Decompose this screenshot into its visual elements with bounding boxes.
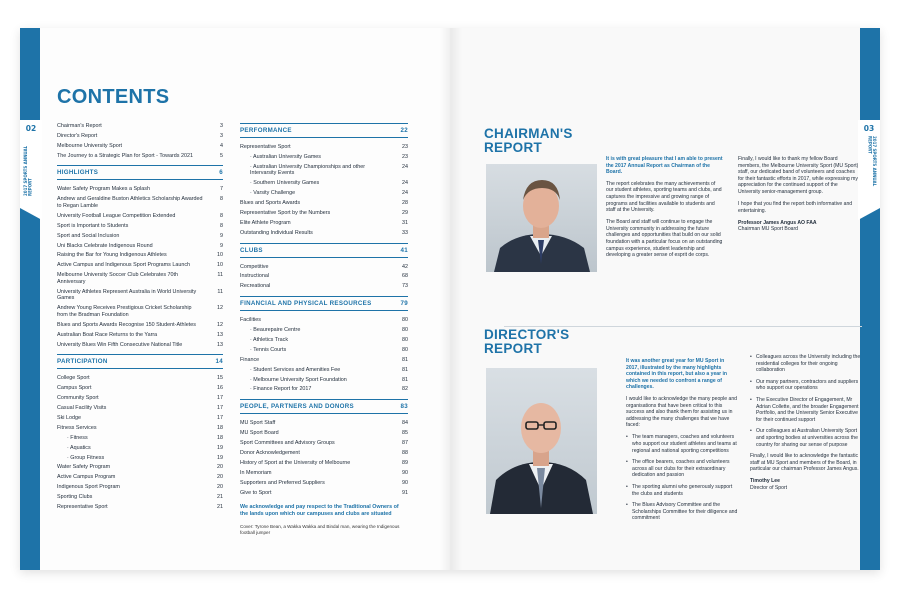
toc-entry-title: MU Sport Board [240,429,279,436]
director-para1: I would like to acknowledge the many people and organisations that have been critical to this success and also thank them for assisting us in addressing the many challenges that we have faced: [626,395,738,429]
toc-entry-title: Ski Lodge [57,414,81,421]
toc-entry[interactable] [57,342,223,349]
bullet-item: • The Blues Advisory Committee and the Scholarships Committee for their diligence and commitment [626,502,738,522]
toc-entry-page: 89 [402,459,408,466]
toc-entry-page: 12 [217,321,223,328]
director-portrait-image [486,368,597,514]
toc-entry-page: 5 [220,152,223,159]
toc-entry-page: 81 [402,366,408,373]
toc-entry-title: University Blues Win Fifth Consecutive National Title [57,341,183,348]
toc-entry[interactable] [240,230,408,237]
toc-entry-page: 90 [402,469,408,476]
toc-entry-page: 80 [402,336,408,343]
toc-entry[interactable] [240,283,408,290]
toc-entry[interactable] [57,186,223,193]
toc-entry[interactable] [57,445,223,452]
section-title: PERFORMANCE [240,127,292,134]
section-participation[interactable] [57,354,223,369]
toc-entry-title: Supporters and Preferred Suppliers [240,479,325,486]
toc-entry-title: · Australian University Games [240,154,394,161]
toc-entry-page: 42 [402,263,408,270]
toc-entry[interactable] [240,420,408,427]
toc-entry-page: 8 [220,212,223,219]
section-page: 41 [400,246,408,254]
toc-entry-page: 81 [402,376,408,383]
toc-entry-title: Active Campus Program [57,474,116,481]
toc-entry[interactable] [240,144,408,151]
toc-entry-page: 15 [217,375,223,381]
toc-entry-title: · Athletics Track [240,337,394,344]
director-signature-title: Director of Sport [750,485,788,491]
participation-list [57,375,223,511]
toc-entry-title: · Aquatics [57,445,209,452]
toc-entry[interactable] [240,317,408,324]
chairman-report-col2 [738,156,860,233]
toc-entry-title: Elite Athlete Program [240,220,291,227]
toc-entry[interactable] [57,494,223,501]
toc-entry[interactable] [240,440,408,447]
section-page: 14 [215,358,223,365]
toc-entry-title: Representative Sport [240,144,291,150]
toc-entry-title: Give to Sport [240,489,272,496]
toc-entry-title: Facilities [240,316,261,323]
toc-entry[interactable] [57,305,223,318]
toc-entry-page: 20 [217,484,223,491]
chairman-para1: The report celebrates the many achievements of our student athletes, sporting teams and clubs, and captures the impressive and growing range of programs and facilities available to students and staff at the University. [606,180,722,214]
section-page: 22 [400,127,408,134]
director-closing: Finally, I would like to acknowledge the fantastic staff at MU Sport and members of the Board, in particular our chairman Professor James Angus. [750,453,859,473]
toc-entry-title: History of Sport at the University of Melbourne [240,459,351,466]
toc-entry[interactable] [240,220,408,227]
toc-entry[interactable] [57,196,223,209]
chairman-photo [486,164,597,272]
director-report-col1 [626,358,738,527]
right-side-label: 2017 SPORTS ANNUAL REPORT [867,136,877,187]
left-page [20,28,450,570]
toc-entry[interactable] [57,123,223,130]
toc-entry-page: 17 [217,404,223,411]
toc-entry-page: 7 [220,186,223,193]
toc-entry[interactable] [57,252,223,259]
acknowledgement-of-country: We acknowledge and pay respect to the Traditional Owners of the lands upon which our campuses and clubs are situated [240,504,399,517]
toc-entry-page: 11 [217,288,223,295]
toc-entry[interactable] [240,337,408,344]
toc-entry[interactable] [57,322,223,329]
toc-entry-title: Melbourne University Soccer Club Celebrates 70th Anniversary [57,272,179,285]
director-bullets-right [750,354,864,448]
toc-entry-title: The Journey to a Strategic Plan for Sport - Towards 2021 [57,152,193,159]
toc-entry-title: University Football League Competition Extended [57,212,176,219]
toc-entry-title: Recreational [240,283,271,290]
toc-entry[interactable] [240,327,408,334]
toc-entry-page: 21 [217,504,223,511]
toc-entry[interactable] [57,223,223,230]
toc-entry-title: Fitness Services [57,424,97,431]
toc-entry-page: 80 [402,316,408,323]
toc-entry[interactable] [57,153,223,160]
toc-entry-title: Blues and Sports Awards Recognise 150 Student-Athletes [57,321,196,328]
toc-entry-page: 18 [217,434,223,441]
toc-entry-page: 68 [402,273,408,280]
section-page: 6 [219,169,223,177]
director-lead: It was another great year for MU Sport in 2017, illustrated by the many highlights contained in this report, but also a year in which we needed to confront a range of challenges. [626,358,728,391]
toc-entry-title: · Group Fitness [57,455,209,462]
toc-entry-page: 10 [217,252,223,259]
toc-entry-page: 24 [402,190,408,197]
intro-list [57,123,223,159]
toc-entry[interactable] [57,133,223,140]
toc-entry-title: Community Sport [57,394,99,401]
section-page: 83 [400,402,408,410]
toc-entry-page: 12 [217,305,223,312]
cover-note: Cover: Tyrone Bean, a Wakka Wakka and Bindal man, wearing the Indigenous football jumper [240,524,400,535]
toc-entry-title: University Athletes Represent Australia in World University Games [57,288,197,302]
toc-entry-title: Representative Sport [57,504,108,511]
toc-entry-title: Sporting Clubs [57,494,93,501]
bullet-item: • Colleagues across the University including the residential colleges for their ongoing collaboration [750,354,864,374]
bullet-item: • Our colleagues at Australian University Sport and sporting bodies at universities across the country for sharing our sense of purpose [750,428,864,448]
toc-entry-page: 90 [402,479,408,486]
bullet-item: • The office bearers, coaches and volunteers across all our clubs for their extraordinary dedication and passion [626,459,738,479]
toc-entry-title: Chairman's Report [57,123,102,129]
section-title: HIGHLIGHTS [57,169,99,177]
contents-column-1 [57,123,223,514]
toc-entry-title: Andrew Young Receives Prestigious Cricket Scholarship from the Bradman Foundation [57,305,192,318]
toc-entry-title: Australian Boat Race Returns to the Yarra [57,331,158,338]
toc-entry[interactable] [240,273,408,280]
toc-entry-page: 13 [217,331,223,338]
bullet-item: • The sporting alumni who generously support the clubs and students [626,484,738,497]
toc-entry-page: 9 [220,242,223,249]
toc-entry-page: 13 [217,341,223,348]
toc-entry[interactable] [57,213,223,220]
toc-entry-title: Representative Sport by the Numbers [240,210,331,217]
section-title: FINANCIAL AND PHYSICAL RESOURCES [240,299,372,307]
chairman-para2: The Board and staff will continue to engage the University community in addressing the future challenges and opportunities that build on our solid foundation with a particular focus on an outstanding campus experience, student leadership and developing a greater sense of esprit de corps. [606,219,723,259]
toc-entry[interactable] [240,264,408,271]
toc-entry[interactable] [57,464,223,471]
toc-entry-page: 17 [217,414,223,421]
toc-entry[interactable] [57,332,223,339]
toc-entry[interactable] [240,377,408,384]
bullet-item: • Our many partners, contractors and suppliers who support our operations [750,379,864,392]
toc-entry-page: 3 [220,123,223,129]
bullet-item: • The Executive Director of Engagement, Mr Adrian Collette, and the broader Engagement Portfolio, and the University Senior Executive for their continued support [750,397,864,423]
toc-entry-title: Andrew and Geraldine Buxton Athletics Scholarship Awarded to Regan Lamble [57,196,203,209]
toc-entry[interactable] [240,357,408,364]
toc-entry-page: 21 [217,494,223,501]
toc-entry-page: 91 [402,489,408,496]
chairman-para3: Finally, I would like to thank my fellow Board members, the Melbourne University Sport (MU Sport) staff, our dedicated band of volunteers and coaches for their fantastic efforts in 2017, while expressing my appreciation for the continued support of the University senior-management group. [738,156,859,195]
toc-entry-title: Director's Report [57,132,98,139]
toc-entry-title: Melbourne University Sport [57,142,123,149]
chairman-heading-line2: REPORT [484,140,543,155]
director-heading-line2: REPORT [484,341,543,356]
toc-entry-title: · Southern University Games [240,180,394,187]
toc-entry-page: 80 [402,346,408,353]
toc-entry-title: MU Sport Staff [240,419,276,426]
toc-entry-title: Sport Committees and Advisory Groups [240,439,335,446]
toc-entry[interactable] [57,233,223,240]
toc-entry[interactable] [57,435,223,442]
bullet-item: • The team managers, coaches and volunteers who support our student athletes and teams at regional and national sporting competitions [626,434,738,454]
toc-entry[interactable] [57,143,223,150]
financial-list [240,317,408,393]
toc-entry-page: 88 [402,449,408,456]
toc-entry-title: Donor Acknowledgement [240,449,300,456]
toc-entry-title: Blues and Sports Awards [240,200,301,207]
performance-list [240,144,408,237]
chairman-lead: It is with great pleasure that I am able to present the 2017 Annual Report as Chairman of the Board. [606,156,723,176]
toc-entry-page: 20 [217,464,223,471]
toc-entry[interactable] [240,386,408,393]
toc-entry[interactable] [240,200,408,207]
toc-entry-page: 33 [402,230,408,236]
toc-entry-page: 81 [402,356,408,363]
toc-entry-page: 8 [220,222,223,229]
toc-entry-title: Campus Sport [57,384,92,391]
toc-entry-title: Active Campus and Indigenous Sport Programs Launch [57,262,191,269]
toc-entry[interactable] [240,154,408,161]
chairman-report-col1 [606,156,724,264]
toc-entry-title: · Australian University Championships and other Intervarsity Events [240,164,394,177]
toc-entry-page: 3 [220,132,223,139]
toc-entry[interactable] [57,415,223,422]
director-photo [486,368,597,514]
toc-entry-title: In Memoriam [240,469,272,476]
director-report-col2 [750,354,864,492]
toc-entry[interactable] [240,367,408,374]
toc-entry-title: · Beaurepaire Centre [240,327,394,334]
toc-entry[interactable] [240,190,408,197]
toc-entry[interactable] [240,450,408,457]
toc-entry-title: · Finance Report for 2017 [240,386,394,393]
chairman-heading-line1: CHAIRMAN'S [484,126,573,141]
left-page-number: 02 [25,124,37,133]
toc-entry-page: 20 [217,474,223,481]
director-bullets-left [626,434,738,522]
toc-entry-title: Sport and Social Inclusion [57,232,120,239]
toc-entry[interactable] [240,490,408,497]
toc-entry[interactable] [57,262,223,269]
toc-entry-title: Outstanding Individual Results [240,230,313,236]
section-title: CLUBS [240,246,263,254]
chairman-para4: I hope that you find the report both informative and entertaining. [738,201,853,214]
toc-entry-title: Sport is Important to Students [57,222,129,229]
toc-entry[interactable] [57,504,223,511]
left-side-label: 2017 SPORTS ANNUAL REPORT [23,145,33,196]
section-financial[interactable] [240,296,408,311]
toc-entry-title: · Student Services and Amenities Fee [240,367,394,374]
left-side-bar [20,28,40,570]
toc-entry-page: 17 [217,394,223,401]
toc-entry[interactable] [240,430,408,437]
toc-entry-title: · Melbourne University Sport Foundation [240,377,394,384]
toc-entry-page: 85 [402,429,408,436]
toc-entry[interactable] [57,474,223,481]
chairman-portrait-image [486,164,597,272]
chairman-signature-title: Chairman MU Sport Board [738,226,799,233]
toc-entry[interactable] [57,289,223,302]
toc-entry-title: · Varsity Challenge [240,190,394,197]
toc-entry[interactable] [240,480,408,487]
toc-entry-title: Indigenous Sport Program [57,484,120,491]
highlights-list [57,186,223,348]
section-highlights[interactable] [57,165,223,180]
toc-entry-page: 19 [217,454,223,461]
toc-entry[interactable] [57,272,223,285]
section-clubs[interactable] [240,243,408,258]
toc-entry[interactable] [57,425,223,432]
contents-column-2 [240,123,408,536]
clubs-list [240,264,408,290]
toc-entry-title: Water Safety Program [57,464,111,471]
director-signature-name: Timothy Lee [750,478,780,485]
toc-entry-page: 80 [402,326,408,333]
toc-entry-title: Instructional [240,273,270,280]
toc-entry[interactable] [57,455,223,462]
toc-entry-title: Raising the Bar for Young Indigenous Athletes [57,252,167,259]
toc-entry-page: 87 [402,439,408,446]
toc-entry-page: 8 [220,196,223,203]
section-page: 79 [400,299,408,307]
toc-entry-page: 31 [402,220,408,227]
toc-entry[interactable] [240,460,408,467]
toc-entry[interactable] [57,484,223,491]
section-performance[interactable] [240,123,408,138]
toc-entry[interactable] [240,180,408,187]
toc-entry-page: 4 [220,142,223,149]
director-heading-line1: DIRECTOR'S [484,327,570,342]
toc-entry-page: 23 [402,144,408,150]
toc-entry-page: 28 [402,200,408,207]
toc-entry[interactable] [57,395,223,402]
toc-entry-page: 23 [402,153,408,160]
annual-report-spread [20,28,880,570]
toc-entry-page: 19 [217,444,223,451]
toc-entry-page: 29 [402,210,408,217]
toc-entry[interactable] [240,470,408,477]
page-gutter [440,28,462,570]
toc-entry-page: 10 [217,262,223,269]
toc-entry-page: 24 [402,180,408,187]
toc-entry-title: College Sport [57,375,90,381]
director-heading [484,328,569,356]
section-title: PARTICIPATION [57,358,108,365]
toc-entry[interactable] [57,375,223,382]
toc-entry-page: 11 [217,272,223,279]
toc-entry[interactable] [57,243,223,250]
toc-entry-title: Water Safety Program Makes a Splash [57,186,150,193]
toc-entry-page: 24 [402,163,408,170]
people-list [240,420,408,496]
toc-entry-title: Uni Blacks Celebrate Indigenous Round [57,242,153,249]
toc-entry-title: Finance [240,356,260,363]
toc-entry-page: 18 [217,424,223,431]
toc-entry-page: 84 [402,419,408,426]
toc-entry[interactable] [240,347,408,354]
toc-entry-page: 16 [217,384,223,391]
chairman-heading [484,127,573,155]
chairman-signature-name: Professor James Angus AO FAA [738,219,817,226]
toc-entry[interactable] [240,210,408,217]
right-page-number: 03 [863,124,875,133]
toc-entry-title: · Fitness [57,435,209,442]
toc-entry-page: 9 [220,232,223,239]
toc-entry-title: Casual Facility Visits [57,404,107,411]
section-people[interactable] [240,399,408,414]
toc-entry[interactable] [57,385,223,392]
toc-entry[interactable] [57,405,223,412]
toc-entry-page: 82 [402,386,408,393]
toc-entry[interactable] [240,164,408,177]
toc-entry-title: Competitive [240,263,269,270]
toc-entry-title: · Tennis Courts [240,347,394,354]
section-title: PEOPLE, PARTNERS AND DONORS [240,402,354,410]
contents-title: CONTENTS [57,86,170,108]
toc-entry-page: 73 [402,283,408,290]
